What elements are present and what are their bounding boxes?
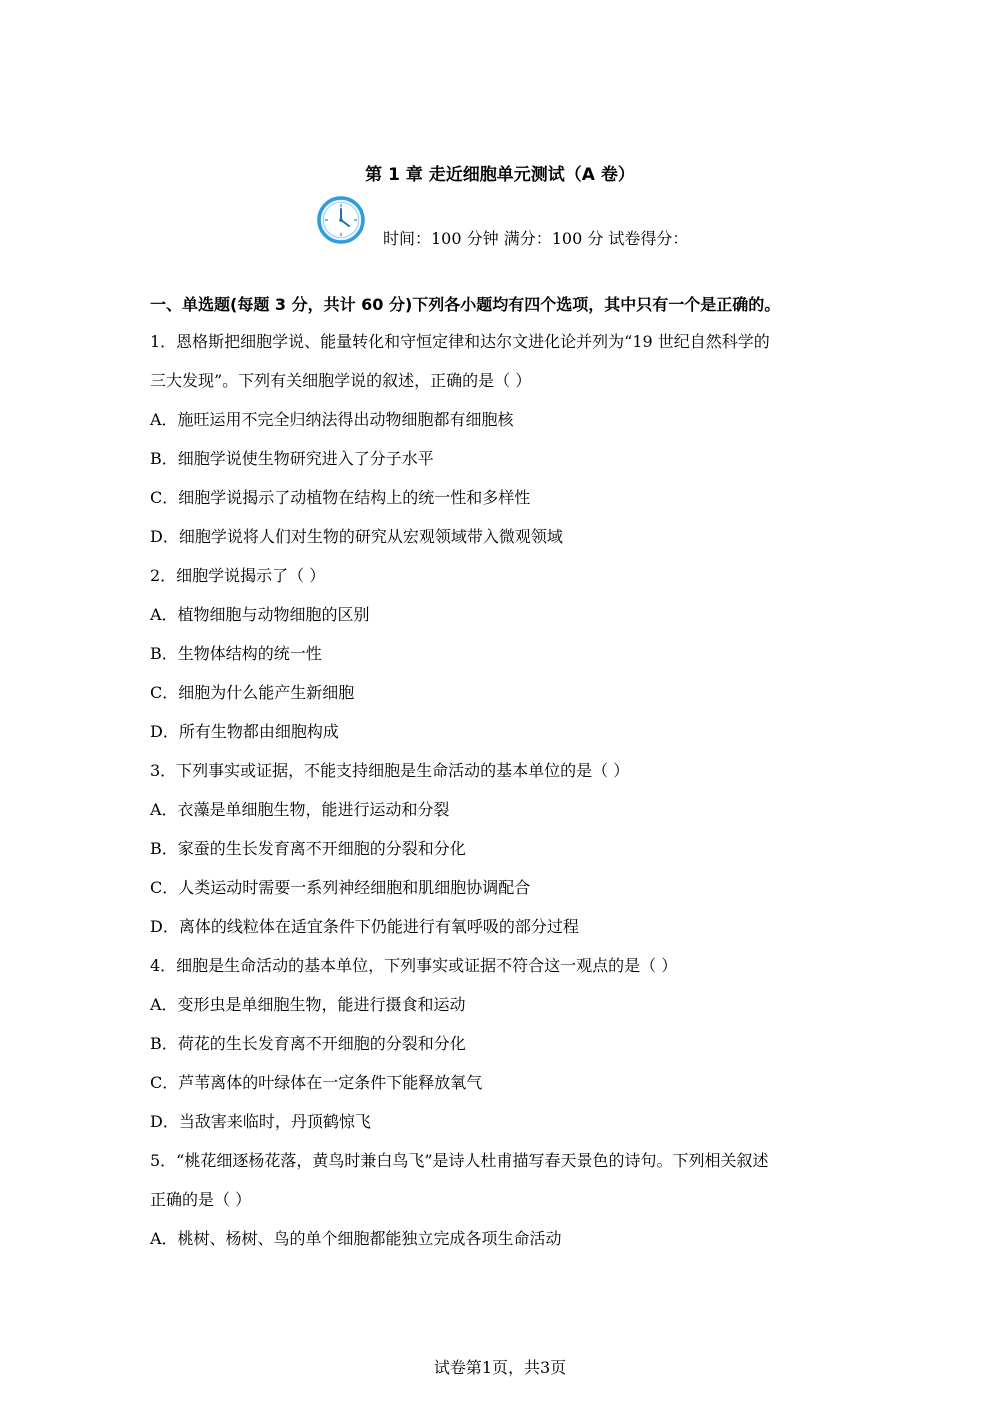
- question-line: 1．恩格斯把细胞学说、能量转化和守恒定律和达尔文进化论并列为“19 世纪自然科学的: [150, 332, 770, 351]
- option-line: C．人类运动时需要一系列神经细胞和肌细胞协调配合: [150, 878, 531, 897]
- option-line: B．生物体结构的统一性: [150, 644, 322, 663]
- option-line: C．芦苇离体的叶绿体在一定条件下能释放氧气: [150, 1073, 483, 1092]
- option-line: C．细胞为什么能产生新细胞: [150, 683, 355, 702]
- exam-title: 第 1 章 走近细胞单元测试（A 卷）: [365, 165, 635, 185]
- clock-icon: [316, 195, 366, 245]
- question-line: 3．下列事实或证据，不能支持细胞是生命活动的基本单位的是（ ）: [150, 761, 630, 780]
- option-line: D．所有生物都由细胞构成: [150, 722, 339, 741]
- section-heading: 一、单选题(每题 3 分，共计 60 分)下列各小题均有四个选项，其中只有一个是正确的。: [150, 295, 781, 314]
- option-line: A．桃树、杨树、鸟的单个细胞都能独立完成各项生命活动: [150, 1229, 562, 1248]
- option-line: D．当敌害来临时，丹顶鹤惊飞: [150, 1112, 371, 1131]
- option-line: B．细胞学说使生物研究进入了分子水平: [150, 449, 434, 468]
- option-line: C．细胞学说揭示了动植物在结构上的统一性和多样性: [150, 488, 531, 507]
- option-line: B．荷花的生长发育离不开细胞的分裂和分化: [150, 1034, 466, 1053]
- option-line: B．家蚕的生长发育离不开细胞的分裂和分化: [150, 839, 466, 858]
- question-line: 4．细胞是生命活动的基本单位，下列事实或证据不符合这一观点的是（ ）: [150, 956, 678, 975]
- option-line: D．细胞学说将人们对生物的研究从宏观领域带入微观领域: [150, 527, 563, 546]
- question-line: 5．“桃花细逐杨花落，黄鸟时兼白鸟飞”是诗人杜甫描写春天景色的诗句。下列相关叙述: [150, 1151, 769, 1170]
- option-line: A．植物细胞与动物细胞的区别: [150, 605, 370, 624]
- option-line: A．变形虫是单细胞生物，能进行摄食和运动: [150, 995, 466, 1014]
- option-line: D．离体的线粒体在适宜条件下仍能进行有氧呼吸的部分过程: [150, 917, 579, 936]
- page-footer: 试卷第1页，共3页: [433, 1358, 567, 1377]
- question-line: 正确的是（ ）: [150, 1190, 252, 1209]
- option-line: A．衣藻是单细胞生物，能进行运动和分裂: [150, 800, 450, 819]
- exam-meta-info: 时间：100 分钟 满分：100 分 试卷得分：: [383, 229, 689, 248]
- question-line: 2．细胞学说揭示了（ ）: [150, 566, 326, 585]
- option-line: A．施旺运用不完全归纳法得出动物细胞都有细胞核: [150, 410, 514, 429]
- question-line: 三大发现”。下列有关细胞学说的叙述，正确的是（ ）: [150, 371, 532, 390]
